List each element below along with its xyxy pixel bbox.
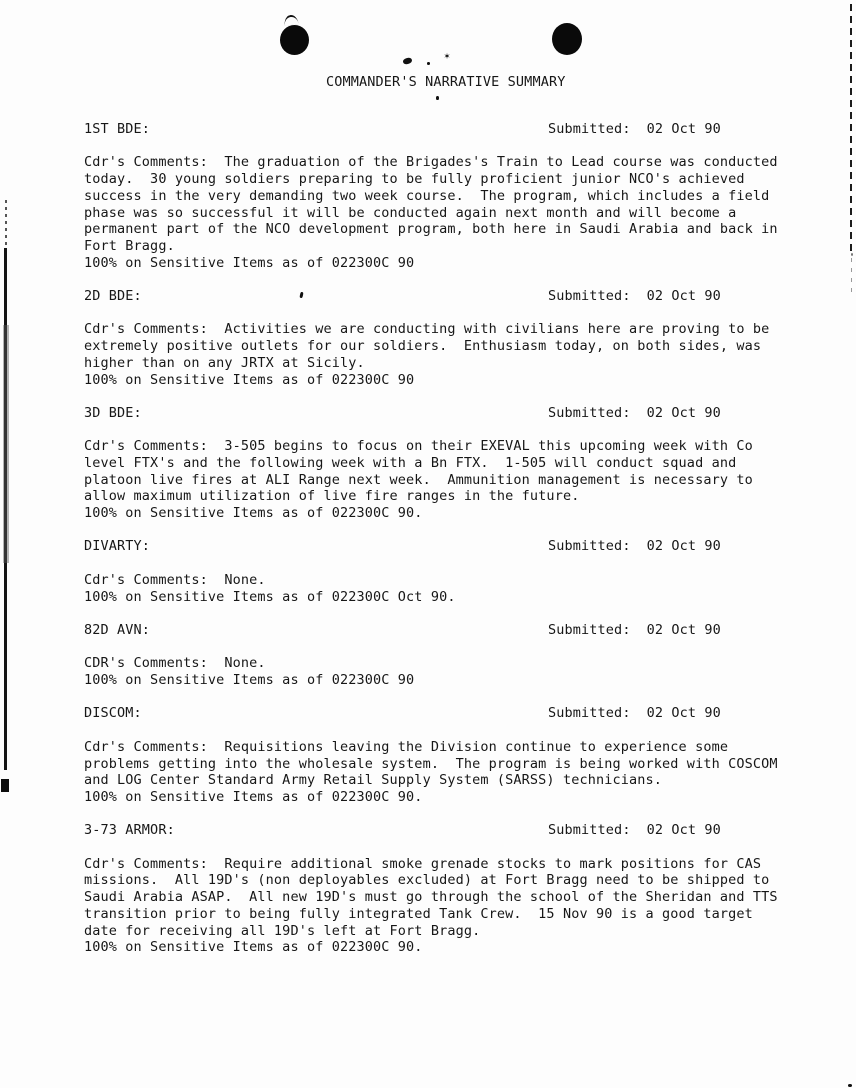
report-section: [84, 705, 798, 805]
left-edge-ink-blot: [1, 779, 9, 792]
body-line: 100% on Sensitive Items as of 022300C Oct 90.: [84, 588, 456, 605]
submitted-date: 02 Oct 90: [646, 121, 721, 137]
submitted-label: Submitted:: [548, 288, 631, 304]
submitted-label: Submitted:: [548, 121, 631, 137]
body-line: today. 30 young soldiers preparing to be fully proficient junior NCO's achieved: [84, 171, 745, 188]
submitted-field: [548, 822, 721, 839]
body-line: Cdr's Comments: 3-505 begins to focus on their EXEVAL this upcoming week with Co: [84, 438, 753, 455]
body-line: allow maximum utilization of live fire ranges in the future.: [84, 488, 580, 505]
section-body: [84, 856, 798, 956]
scan-speck: [436, 96, 439, 100]
report-section: [84, 538, 798, 605]
section-body: [84, 739, 798, 806]
section-body: [84, 154, 798, 271]
body-line: Fort Bragg.: [84, 237, 175, 254]
section-body: [84, 572, 798, 605]
body-line: level FTX's and the following week with a Bn FTX. 1-505 will conduct squad and: [84, 454, 737, 471]
submitted-date: 02 Oct 90: [646, 705, 721, 722]
body-line: Saudi Arabia ASAP. All new 19D's must go through the school of the Sheridan and TTS: [84, 889, 778, 906]
body-line: Cdr's Comments: Requisitions leaving the Division continue to experience some: [84, 738, 729, 755]
hole-punch-right-icon: [552, 23, 582, 55]
body-line: transition prior to being fully integrated Tank Crew. 15 Nov 90 is a good target: [84, 905, 753, 922]
scan-star-speck: ✶: [444, 51, 451, 62]
page-title: COMMANDER'S NARRATIVE SUMMARY: [326, 74, 566, 90]
body-line: Cdr's Comments: Activities we are conducting with civilians here are proving to be: [84, 321, 770, 338]
submitted-label: Submitted:: [548, 822, 631, 839]
submitted-date: 02 Oct 90: [646, 538, 721, 555]
submitted-label: Submitted:: [548, 705, 631, 722]
scan-speck: [402, 57, 412, 65]
section-body: [84, 655, 798, 688]
right-edge-scan-line-faint: [851, 258, 852, 294]
submitted-label: Submitted:: [548, 404, 631, 421]
left-edge-scan-line-dotted: [5, 200, 7, 250]
body-line: Cdr's Comments: The graduation of the Brigades's Train to Lead course was conducted: [84, 154, 778, 171]
report-section: [84, 622, 798, 689]
section-header: [84, 622, 798, 639]
section-header: [84, 705, 798, 722]
body-line: Cdr's Comments: None.: [84, 571, 266, 588]
body-line: platoon live fires at ALI Range next week. Ammunition management is necessary to: [84, 471, 753, 488]
section-header: [84, 121, 798, 138]
section-body: [84, 321, 798, 388]
unit-label: 3-73 ARMOR:: [84, 822, 175, 839]
report-section: [84, 288, 798, 388]
unit-label: 2D BDE:: [84, 288, 142, 304]
submitted-date: 02 Oct 90: [646, 822, 721, 839]
scan-speck: [848, 1084, 852, 1087]
submitted-label: Submitted:: [548, 538, 631, 555]
body-line: higher than on any JRTX at Sicily.: [84, 354, 365, 371]
right-edge-scan-line: [850, 4, 852, 256]
section-header: [84, 538, 798, 555]
submitted-field: [548, 705, 721, 722]
submitted-field: [548, 405, 721, 422]
body-line: Cdr's Comments: Require additional smoke grenade stocks to mark positions for CAS: [84, 855, 762, 872]
report-section: [84, 121, 798, 271]
body-line: 100% on Sensitive Items as of 022300C 90.: [84, 939, 423, 956]
body-line: 100% on Sensitive Items as of 022300C 90: [84, 254, 415, 271]
submitted-field: [548, 622, 721, 639]
report-section: [84, 822, 798, 956]
body-line: phase was so successful it will be conducted again next month and will become a: [84, 204, 737, 221]
scan-caret-mark: [283, 14, 298, 26]
body-line: missions. All 19D's (non deployables excluded) at Fort Bragg need to be shipped to: [84, 872, 770, 889]
submitted-field: [548, 121, 721, 138]
unit-label: DIVARTY:: [84, 538, 151, 555]
submitted-date: 02 Oct 90: [646, 621, 721, 638]
section-body: [84, 438, 798, 522]
section-header: [84, 405, 798, 422]
scan-speck: [427, 62, 430, 65]
body-line: success in the very demanding two week course. The program, which includes a field: [84, 187, 770, 204]
section-header: [84, 822, 798, 839]
body-line: 100% on Sensitive Items as of 022300C 90.: [84, 505, 423, 522]
submitted-label: Submitted:: [548, 621, 631, 638]
body-line: and LOG Center Standard Army Retail Supply System (SARSS) technicians.: [84, 772, 663, 789]
body-line: permanent part of the NCO development program, both here in Saudi Arabia and back in: [84, 221, 778, 238]
unit-label: 3D BDE:: [84, 404, 142, 421]
submitted-field: [548, 288, 721, 305]
hole-punch-left-icon: [280, 25, 309, 55]
submitted-date: 02 Oct 90: [646, 404, 721, 421]
submitted-field: [548, 538, 721, 555]
body-line: date for receiving all 19D's left at Fort Bragg.: [84, 922, 481, 939]
body-line: CDR's Comments: None.: [84, 655, 266, 672]
body-line: 100% on Sensitive Items as of 022300C 90: [84, 672, 415, 689]
section-header: [84, 288, 798, 305]
unit-label: 1ST BDE:: [84, 121, 151, 137]
report-section: [84, 405, 798, 522]
sections-container: [84, 121, 798, 973]
left-edge-scan-smudge: [3, 325, 9, 563]
submitted-date: 02 Oct 90: [646, 288, 721, 304]
unit-label: 82D AVN:: [84, 621, 151, 638]
body-line: extremely positive outlets for our soldiers. Enthusiasm today, on both sides, was: [84, 338, 762, 355]
body-line: problems getting into the wholesale system. The program is being worked with COSCOM: [84, 755, 778, 772]
unit-label: DISCOM:: [84, 705, 142, 722]
body-line: 100% on Sensitive Items as of 022300C 90: [84, 371, 415, 388]
body-line: 100% on Sensitive Items as of 022300C 90.: [84, 788, 423, 805]
